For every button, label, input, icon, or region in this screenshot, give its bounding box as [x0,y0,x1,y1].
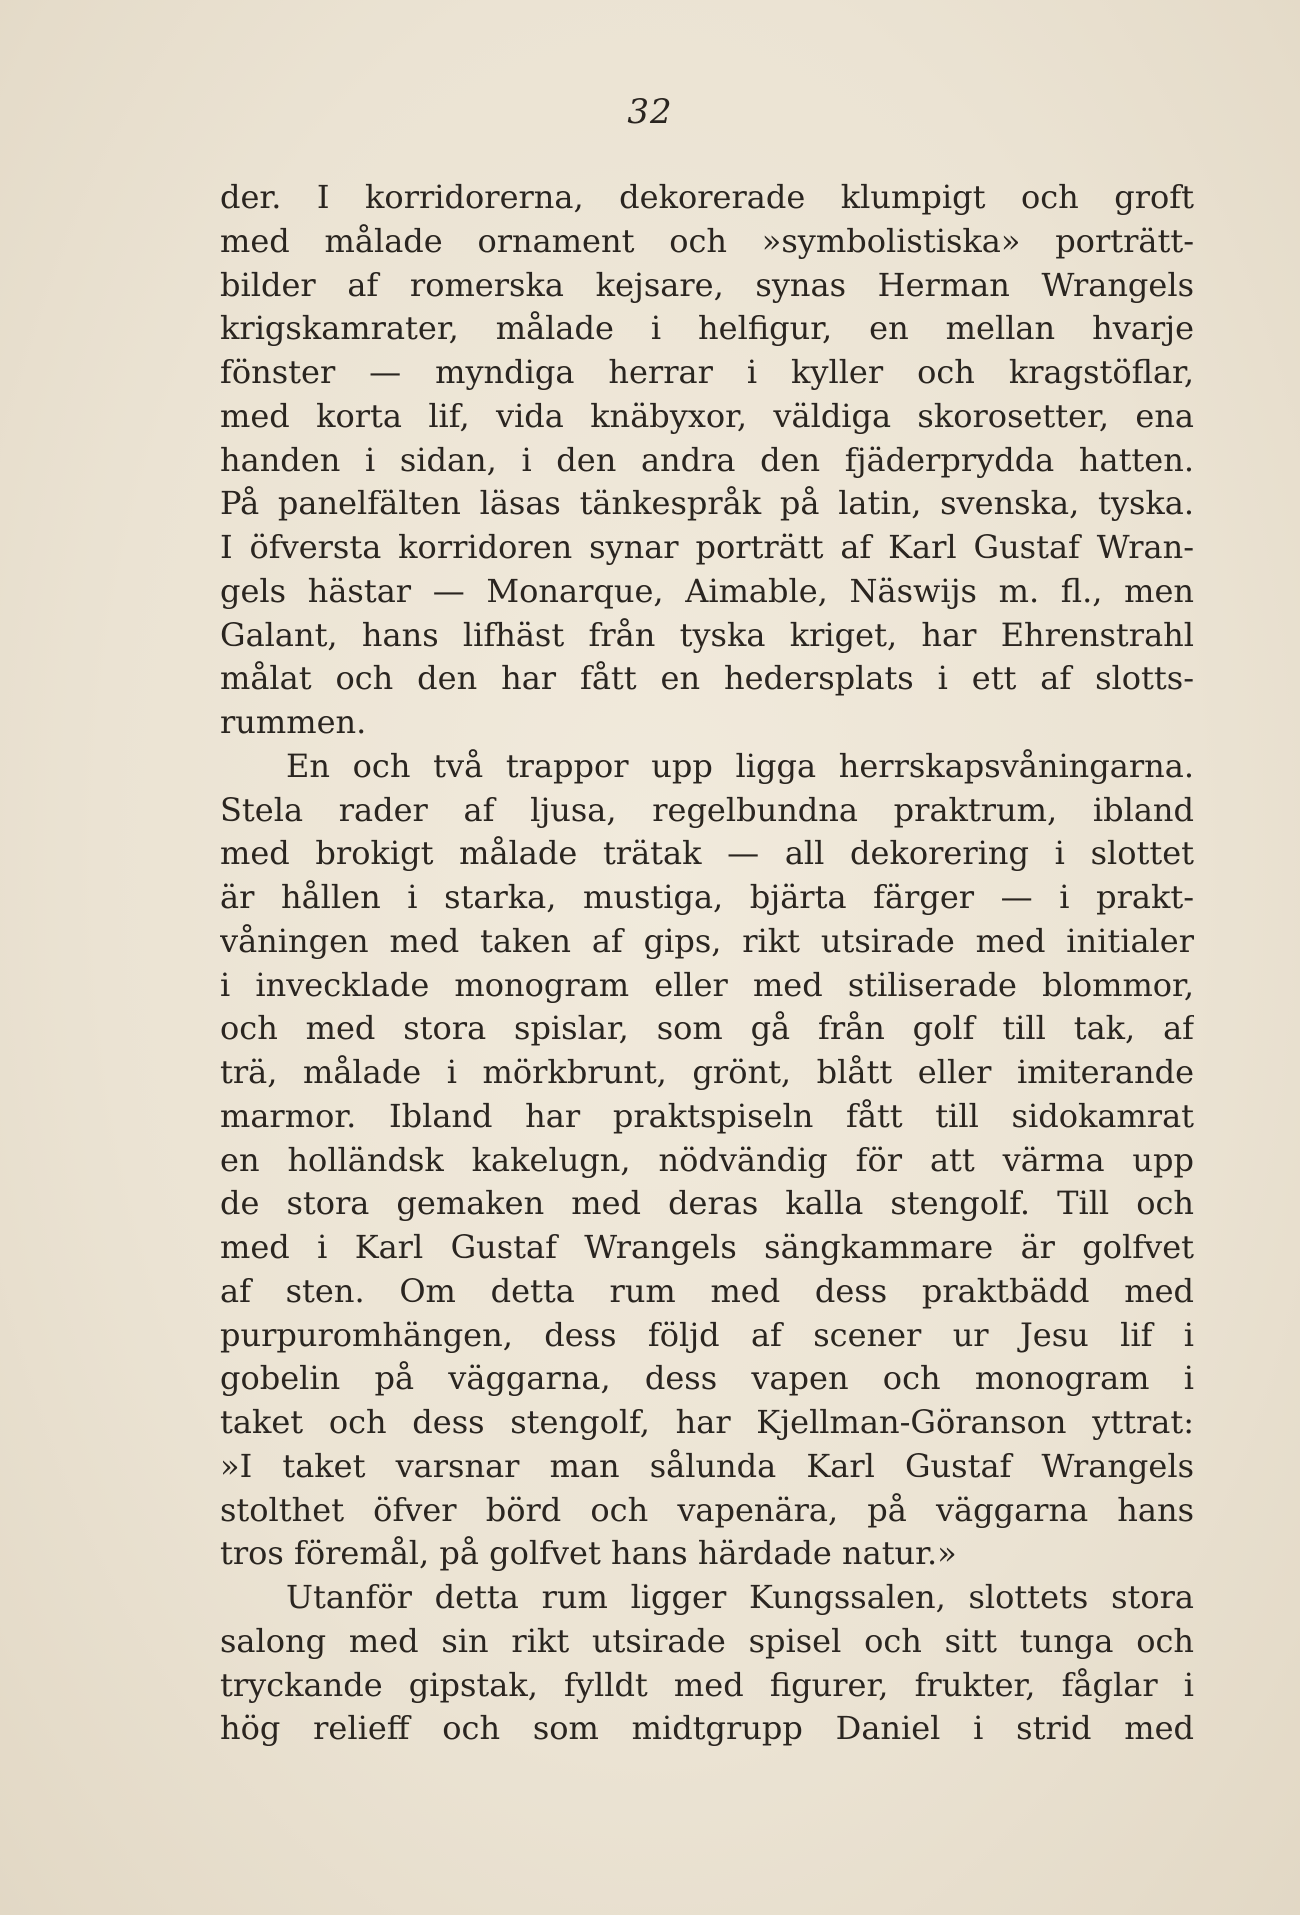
text-line: med målade ornament och »symbolistiska» porträtt- [220,221,1194,260]
text-line: taket och dess stengolf, har Kjellman-Göranson yttrat: [220,1403,1194,1441]
text-line: På panelfälten läsas tänkespråk på latin, svenska, tyska. [220,484,1194,523]
text-line: bilder af romerska kejsare, synas Herman Wrangels [220,265,1194,304]
text-line: gels hästar — Monarque, Aimable, Näswijs m. fl., men [220,571,1194,610]
text-line: fönster — myndiga herrar i kyller och kragstöflar, [220,353,1194,391]
text-line: purpuromhängen, dess följd af scener ur Jesu lif i [220,1315,1194,1354]
text-line: målat och den har fått en hedersplats i ett af slotts- [220,659,1194,698]
paragraph-start-line: En och två trappor upp ligga herrskapsvåningarna. [286,746,1194,785]
text-line: och med stora spislar, som gå från golf till tak, af [220,1009,1194,1048]
page-number: 32 [627,92,673,132]
text-line: I öfversta korridoren synar porträtt af Karl Gustaf Wran- [220,528,1194,566]
text-line: »I taket varsnar man sålunda Karl Gustaf Wrangels [220,1446,1194,1485]
text-line: gobelin på väggarna, dess vapen och monogram i [220,1359,1194,1398]
text-line: af sten. Om detta rum med dess praktbädd med [220,1271,1194,1310]
text-line: Stela rader af ljusa, regelbundna praktrum, ibland [220,790,1194,829]
text-line: med korta lif, vida knäbyxor, väldiga skorosetter, ena [220,396,1194,435]
paragraph-start-line: Utanför detta rum ligger Kungssalen, slottets stora [286,1578,1194,1616]
text-line: salong med sin rikt utsirade spisel och sitt tunga och [220,1621,1194,1660]
text-line: en holländsk kakelugn, nödvändig för att värma upp [220,1140,1194,1179]
text-line: tryckande gipstak, fylldt med figurer, frukter, fåglar i [220,1665,1194,1704]
text-line: med i Karl Gustaf Wrangels sängkammare är golfvet [220,1228,1194,1266]
text-line: i invecklade monogram eller med stiliserade blommor, [220,965,1194,1004]
text-line: med brokigt målade trätak — all dekorering i slottet [220,834,1194,873]
text-line: krigskamrater, målade i helfigur, en mellan hvarje [220,309,1194,348]
text-line: våningen med taken af gips, rikt utsirade med initialer [220,921,1194,960]
text-line: är hållen i starka, mustiga, bjärta färger — i prakt- [220,878,1194,916]
text-line: Galant, hans lifhäst från tyska kriget, har Ehrenstrahl [220,615,1194,654]
paragraph-end-line: rummen. [220,703,367,741]
text-line: hög relieff och som midtgrupp Daniel i strid med [220,1709,1194,1748]
text-line: stolthet öfver börd och vapenära, på väggarna hans [220,1490,1194,1529]
text-line: de stora gemaken med deras kalla stengolf. Till och [220,1184,1194,1223]
paragraph-end-line: tros föremål, på golfvet hans härdade natur.» [220,1534,957,1573]
text-line: der. I korridorerna, dekorerade klumpigt och groft [220,178,1194,216]
text-line: handen i sidan, i den andra den fjäderprydda hatten. [220,440,1194,479]
body-text [220,176,1194,1751]
text-line: marmor. Ibland har praktspiseln fått till sidokamrat [220,1096,1194,1135]
text-line: trä, målade i mörkbrunt, grönt, blått eller imiterande [220,1053,1194,1091]
